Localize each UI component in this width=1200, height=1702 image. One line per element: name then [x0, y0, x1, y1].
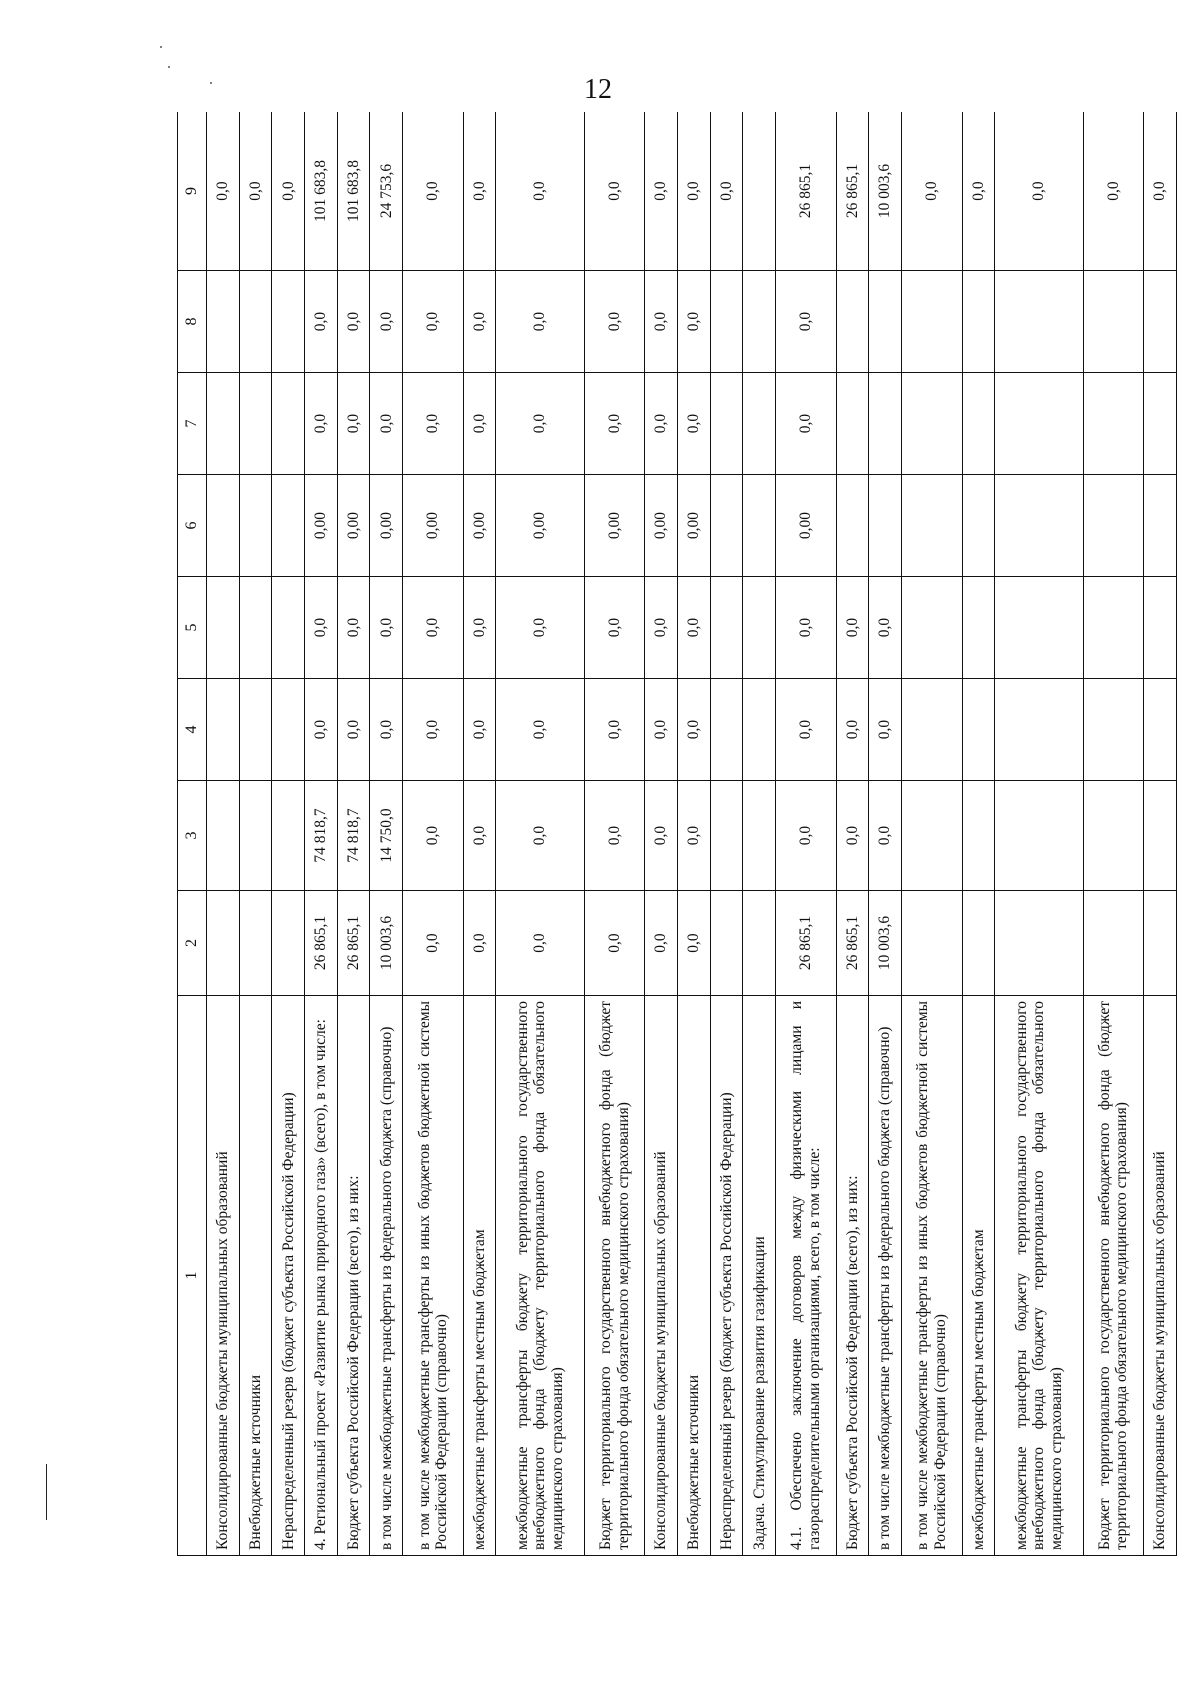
cell-value: 0,0	[645, 112, 678, 271]
cell-value	[902, 781, 963, 891]
cell-value: 0,0	[584, 271, 645, 373]
cell-value	[902, 577, 963, 679]
scan-margin-mark	[46, 1464, 47, 1520]
cell-value	[1083, 679, 1144, 781]
row-label: 4. Региональный проект «Развитие рынка природного газа» (всего), в том числе:	[305, 996, 338, 1556]
cell-value	[836, 475, 869, 577]
cell-value: 26 865,1	[836, 891, 869, 996]
column-header-6: 6	[178, 475, 207, 577]
cell-value	[1144, 475, 1177, 577]
cell-value	[995, 679, 1083, 781]
cell-value	[710, 781, 743, 891]
cell-value: 0,0	[836, 679, 869, 781]
cell-value	[239, 271, 272, 373]
cell-value: 0,00	[463, 475, 496, 577]
cell-value: 0,0	[305, 373, 338, 475]
column-header-8: 8	[178, 271, 207, 373]
row-label: Внебюджетные источники	[678, 996, 711, 1556]
cell-value: 0,0	[645, 373, 678, 475]
cell-value	[962, 373, 995, 475]
table-row	[272, 112, 305, 1556]
cell-value: 0,0	[403, 781, 464, 891]
cell-value: 0,0	[403, 577, 464, 679]
cell-value: 0,0	[403, 679, 464, 781]
cell-value	[869, 475, 902, 577]
cell-value: 74 818,7	[337, 781, 370, 891]
column-header-7: 7	[178, 373, 207, 475]
cell-value: 0,0	[403, 112, 464, 271]
cell-value	[743, 373, 776, 475]
cell-value: 0,0	[337, 577, 370, 679]
cell-value: 0,0	[678, 577, 711, 679]
cell-value	[743, 781, 776, 891]
cell-value: 0,0	[463, 112, 496, 271]
cell-value: 101 683,8	[337, 112, 370, 271]
cell-value: 0,0	[1144, 112, 1177, 271]
cell-value	[836, 271, 869, 373]
cell-value: 0,0	[403, 271, 464, 373]
row-label: Бюджет территориального государственного внебюджетного фонда (бюджет территориального фонда обязательного медицинского страхования)	[584, 996, 645, 1556]
cell-value	[902, 271, 963, 373]
page-number: 12	[584, 74, 612, 105]
cell-value: 0,0	[239, 112, 272, 271]
cell-value: 0,0	[337, 679, 370, 781]
cell-value: 0,0	[836, 781, 869, 891]
cell-value: 0,0	[584, 373, 645, 475]
cell-value: 0,0	[962, 112, 995, 271]
table-row	[678, 112, 711, 1556]
row-label: Консолидированные бюджеты муниципальных образований	[645, 996, 678, 1556]
cell-value	[272, 577, 305, 679]
cell-value	[207, 475, 240, 577]
cell-value: 0,0	[836, 577, 869, 679]
cell-value	[962, 781, 995, 891]
cell-value: 0,00	[584, 475, 645, 577]
cell-value	[995, 891, 1083, 996]
row-label: Консолидированные бюджеты муниципальных образований	[1144, 996, 1177, 1556]
cell-value: 26 865,1	[305, 891, 338, 996]
cell-value	[743, 891, 776, 996]
cell-value: 0,0	[584, 781, 645, 891]
cell-value	[1083, 373, 1144, 475]
cell-value	[869, 373, 902, 475]
row-label: Нераспределенный резерв (бюджет субъекта Российской Федерации)	[710, 996, 743, 1556]
cell-value: 0,0	[869, 781, 902, 891]
row-label: в том числе межбюджетные трансферты из федерального бюджета (справочно)	[370, 996, 403, 1556]
rotated-table-container	[177, 112, 1177, 1556]
cell-value	[239, 891, 272, 996]
cell-value: 0,0	[584, 679, 645, 781]
cell-value	[239, 475, 272, 577]
cell-value: 0,0	[645, 271, 678, 373]
cell-value: 0,0	[869, 679, 902, 781]
row-label: Консолидированные бюджеты муниципальных образований	[207, 996, 240, 1556]
cell-value	[902, 373, 963, 475]
row-label: межбюджетные трансферты местным бюджетам	[463, 996, 496, 1556]
cell-value	[239, 577, 272, 679]
row-label: Бюджет субъекта Российской Федерации (всего), из них:	[836, 996, 869, 1556]
cell-value	[1144, 373, 1177, 475]
scan-speck	[210, 82, 212, 84]
cell-value	[710, 891, 743, 996]
cell-value	[743, 112, 776, 271]
cell-value	[962, 271, 995, 373]
cell-value	[836, 373, 869, 475]
cell-value: 0,00	[645, 475, 678, 577]
table-row	[743, 112, 776, 1556]
cell-value	[1144, 271, 1177, 373]
cell-value	[962, 577, 995, 679]
table-body	[207, 112, 1177, 1556]
cell-value	[710, 577, 743, 679]
cell-value: 0,0	[272, 112, 305, 271]
cell-value: 0,0	[337, 271, 370, 373]
cell-value	[995, 577, 1083, 679]
table-row	[995, 112, 1083, 1556]
cell-value: 0,0	[678, 112, 711, 271]
cell-value: 0,0	[584, 891, 645, 996]
cell-value	[272, 679, 305, 781]
table-row	[836, 112, 869, 1556]
cell-value: 0,0	[496, 577, 584, 679]
column-header-1: 1	[178, 996, 207, 1556]
cell-value: 0,0	[710, 112, 743, 271]
cell-value: 0,0	[496, 112, 584, 271]
cell-value: 0,0	[776, 271, 837, 373]
cell-value	[902, 679, 963, 781]
table-row	[207, 112, 240, 1556]
cell-value	[902, 891, 963, 996]
cell-value: 0,0	[463, 781, 496, 891]
row-label: в том числе межбюджетные трансферты из иных бюджетов бюджетной системы Российской Федерации (справочно)	[902, 996, 963, 1556]
cell-value: 26 865,1	[776, 891, 837, 996]
table-row	[496, 112, 584, 1556]
cell-value	[272, 781, 305, 891]
cell-value	[207, 891, 240, 996]
row-label: Задача. Стимулирование развития газификации	[743, 996, 776, 1556]
cell-value	[1083, 271, 1144, 373]
cell-value: 0,0	[678, 781, 711, 891]
cell-value	[962, 679, 995, 781]
cell-value: 0,0	[370, 373, 403, 475]
cell-value: 0,0	[584, 577, 645, 679]
cell-value: 0,0	[496, 373, 584, 475]
cell-value	[869, 271, 902, 373]
cell-value	[743, 577, 776, 679]
cell-value	[1083, 475, 1144, 577]
table-row	[776, 112, 837, 1556]
cell-value	[1144, 679, 1177, 781]
table-row	[1083, 112, 1144, 1556]
cell-value: 101 683,8	[305, 112, 338, 271]
cell-value: 0,0	[305, 271, 338, 373]
cell-value: 0,0	[645, 577, 678, 679]
cell-value: 26 865,1	[836, 112, 869, 271]
cell-value	[239, 373, 272, 475]
column-header-4: 4	[178, 679, 207, 781]
table-header-row	[178, 112, 207, 1556]
cell-value	[995, 475, 1083, 577]
cell-value: 0,0	[645, 679, 678, 781]
column-header-5: 5	[178, 577, 207, 679]
cell-value: 0,0	[463, 373, 496, 475]
cell-value: 10 003,6	[869, 112, 902, 271]
cell-value: 0,0	[496, 679, 584, 781]
cell-value	[1083, 781, 1144, 891]
cell-value: 0,0	[776, 781, 837, 891]
cell-value: 0,0	[678, 891, 711, 996]
cell-value	[1083, 577, 1144, 679]
cell-value	[239, 679, 272, 781]
table-row	[239, 112, 272, 1556]
table-row	[869, 112, 902, 1556]
cell-value	[710, 679, 743, 781]
cell-value: 0,0	[678, 271, 711, 373]
budget-table	[177, 112, 1177, 1556]
table-row	[403, 112, 464, 1556]
row-label: межбюджетные трансферты бюджету территориального государственного внебюджетного фонда (бюджету территориального фонда обязательного медицинского страхования)	[496, 996, 584, 1556]
cell-value: 0,0	[370, 577, 403, 679]
scan-speck	[160, 46, 162, 48]
cell-value: 0,0	[207, 112, 240, 271]
cell-value	[962, 475, 995, 577]
cell-value: 10 003,6	[370, 891, 403, 996]
cell-value: 74 818,7	[305, 781, 338, 891]
table-row	[1144, 112, 1177, 1556]
cell-value: 0,00	[305, 475, 338, 577]
column-header-2: 2	[178, 891, 207, 996]
row-label: межбюджетные трансферты бюджету территориального государственного внебюджетного фонда (бюджету территориального фонда обязательного медицинского страхования)	[995, 996, 1083, 1556]
table-row	[710, 112, 743, 1556]
row-label: в том числе межбюджетные трансферты из иных бюджетов бюджетной системы Российской Федерации (справочно)	[403, 996, 464, 1556]
cell-value: 0,0	[403, 373, 464, 475]
row-label: 4.1. Обеспечено заключение договоров между физическими лицами и газораспределительными организациями, всего, в том числе:	[776, 996, 837, 1556]
cell-value: 0,0	[337, 373, 370, 475]
row-label: Нераспределенный резерв (бюджет субъекта Российской Федерации)	[272, 996, 305, 1556]
row-label: межбюджетные трансферты местным бюджетам	[962, 996, 995, 1556]
table-row	[370, 112, 403, 1556]
cell-value: 10 003,6	[869, 891, 902, 996]
cell-value: 0,0	[995, 112, 1083, 271]
cell-value	[710, 373, 743, 475]
cell-value	[272, 891, 305, 996]
cell-value	[710, 475, 743, 577]
cell-value: 0,0	[370, 679, 403, 781]
table-row	[463, 112, 496, 1556]
cell-value: 0,0	[403, 891, 464, 996]
cell-value: 14 750,0	[370, 781, 403, 891]
cell-value: 0,0	[496, 891, 584, 996]
cell-value	[272, 271, 305, 373]
cell-value: 0,0	[463, 891, 496, 996]
cell-value	[743, 679, 776, 781]
cell-value	[272, 373, 305, 475]
cell-value: 0,0	[463, 577, 496, 679]
table-row	[962, 112, 995, 1556]
cell-value	[710, 271, 743, 373]
cell-value: 0,0	[1083, 112, 1144, 271]
cell-value	[1144, 781, 1177, 891]
cell-value	[995, 781, 1083, 891]
row-label: Бюджет территориального государственного внебюджетного фонда (бюджет территориального фонда обязательного медицинского страхования)	[1083, 996, 1144, 1556]
cell-value: 0,0	[776, 577, 837, 679]
cell-value: 0,0	[776, 679, 837, 781]
cell-value	[207, 373, 240, 475]
column-header-3: 3	[178, 781, 207, 891]
cell-value	[743, 271, 776, 373]
cell-value: 0,0	[496, 781, 584, 891]
cell-value: 0,0	[678, 373, 711, 475]
cell-value: 0,00	[337, 475, 370, 577]
row-label: Внебюджетные источники	[239, 996, 272, 1556]
cell-value: 0,0	[370, 271, 403, 373]
table-row	[645, 112, 678, 1556]
cell-value: 0,0	[776, 373, 837, 475]
table-row	[902, 112, 963, 1556]
cell-value	[207, 679, 240, 781]
cell-value	[207, 271, 240, 373]
cell-value: 0,0	[305, 577, 338, 679]
column-header-9: 9	[178, 112, 207, 271]
cell-value: 0,0	[463, 271, 496, 373]
cell-value	[207, 781, 240, 891]
cell-value: 24 753,6	[370, 112, 403, 271]
table-row	[337, 112, 370, 1556]
cell-value	[995, 271, 1083, 373]
cell-value	[239, 781, 272, 891]
cell-value: 0,0	[902, 112, 963, 271]
table-row	[305, 112, 338, 1556]
cell-value: 0,00	[776, 475, 837, 577]
cell-value	[995, 373, 1083, 475]
cell-value: 0,00	[370, 475, 403, 577]
cell-value	[207, 577, 240, 679]
cell-value: 0,00	[678, 475, 711, 577]
cell-value: 0,0	[645, 891, 678, 996]
cell-value	[962, 891, 995, 996]
row-label: Бюджет субъекта Российской Федерации (всего), из них:	[337, 996, 370, 1556]
cell-value	[1144, 891, 1177, 996]
rotated-table-frame	[177, 112, 1177, 1556]
cell-value	[1083, 891, 1144, 996]
cell-value	[902, 475, 963, 577]
cell-value: 26 865,1	[337, 891, 370, 996]
cell-value: 0,0	[645, 781, 678, 891]
cell-value: 0,0	[584, 112, 645, 271]
cell-value: 0,00	[403, 475, 464, 577]
cell-value: 0,0	[463, 679, 496, 781]
cell-value: 0,0	[305, 679, 338, 781]
cell-value	[272, 475, 305, 577]
table-row	[584, 112, 645, 1556]
scan-speck	[168, 66, 170, 68]
cell-value	[1144, 577, 1177, 679]
row-label: в том числе межбюджетные трансферты из федерального бюджета (справочно)	[869, 996, 902, 1556]
cell-value: 26 865,1	[776, 112, 837, 271]
cell-value: 0,0	[496, 271, 584, 373]
cell-value	[743, 475, 776, 577]
cell-value: 0,0	[678, 679, 711, 781]
cell-value: 0,00	[496, 475, 584, 577]
cell-value: 0,0	[869, 577, 902, 679]
